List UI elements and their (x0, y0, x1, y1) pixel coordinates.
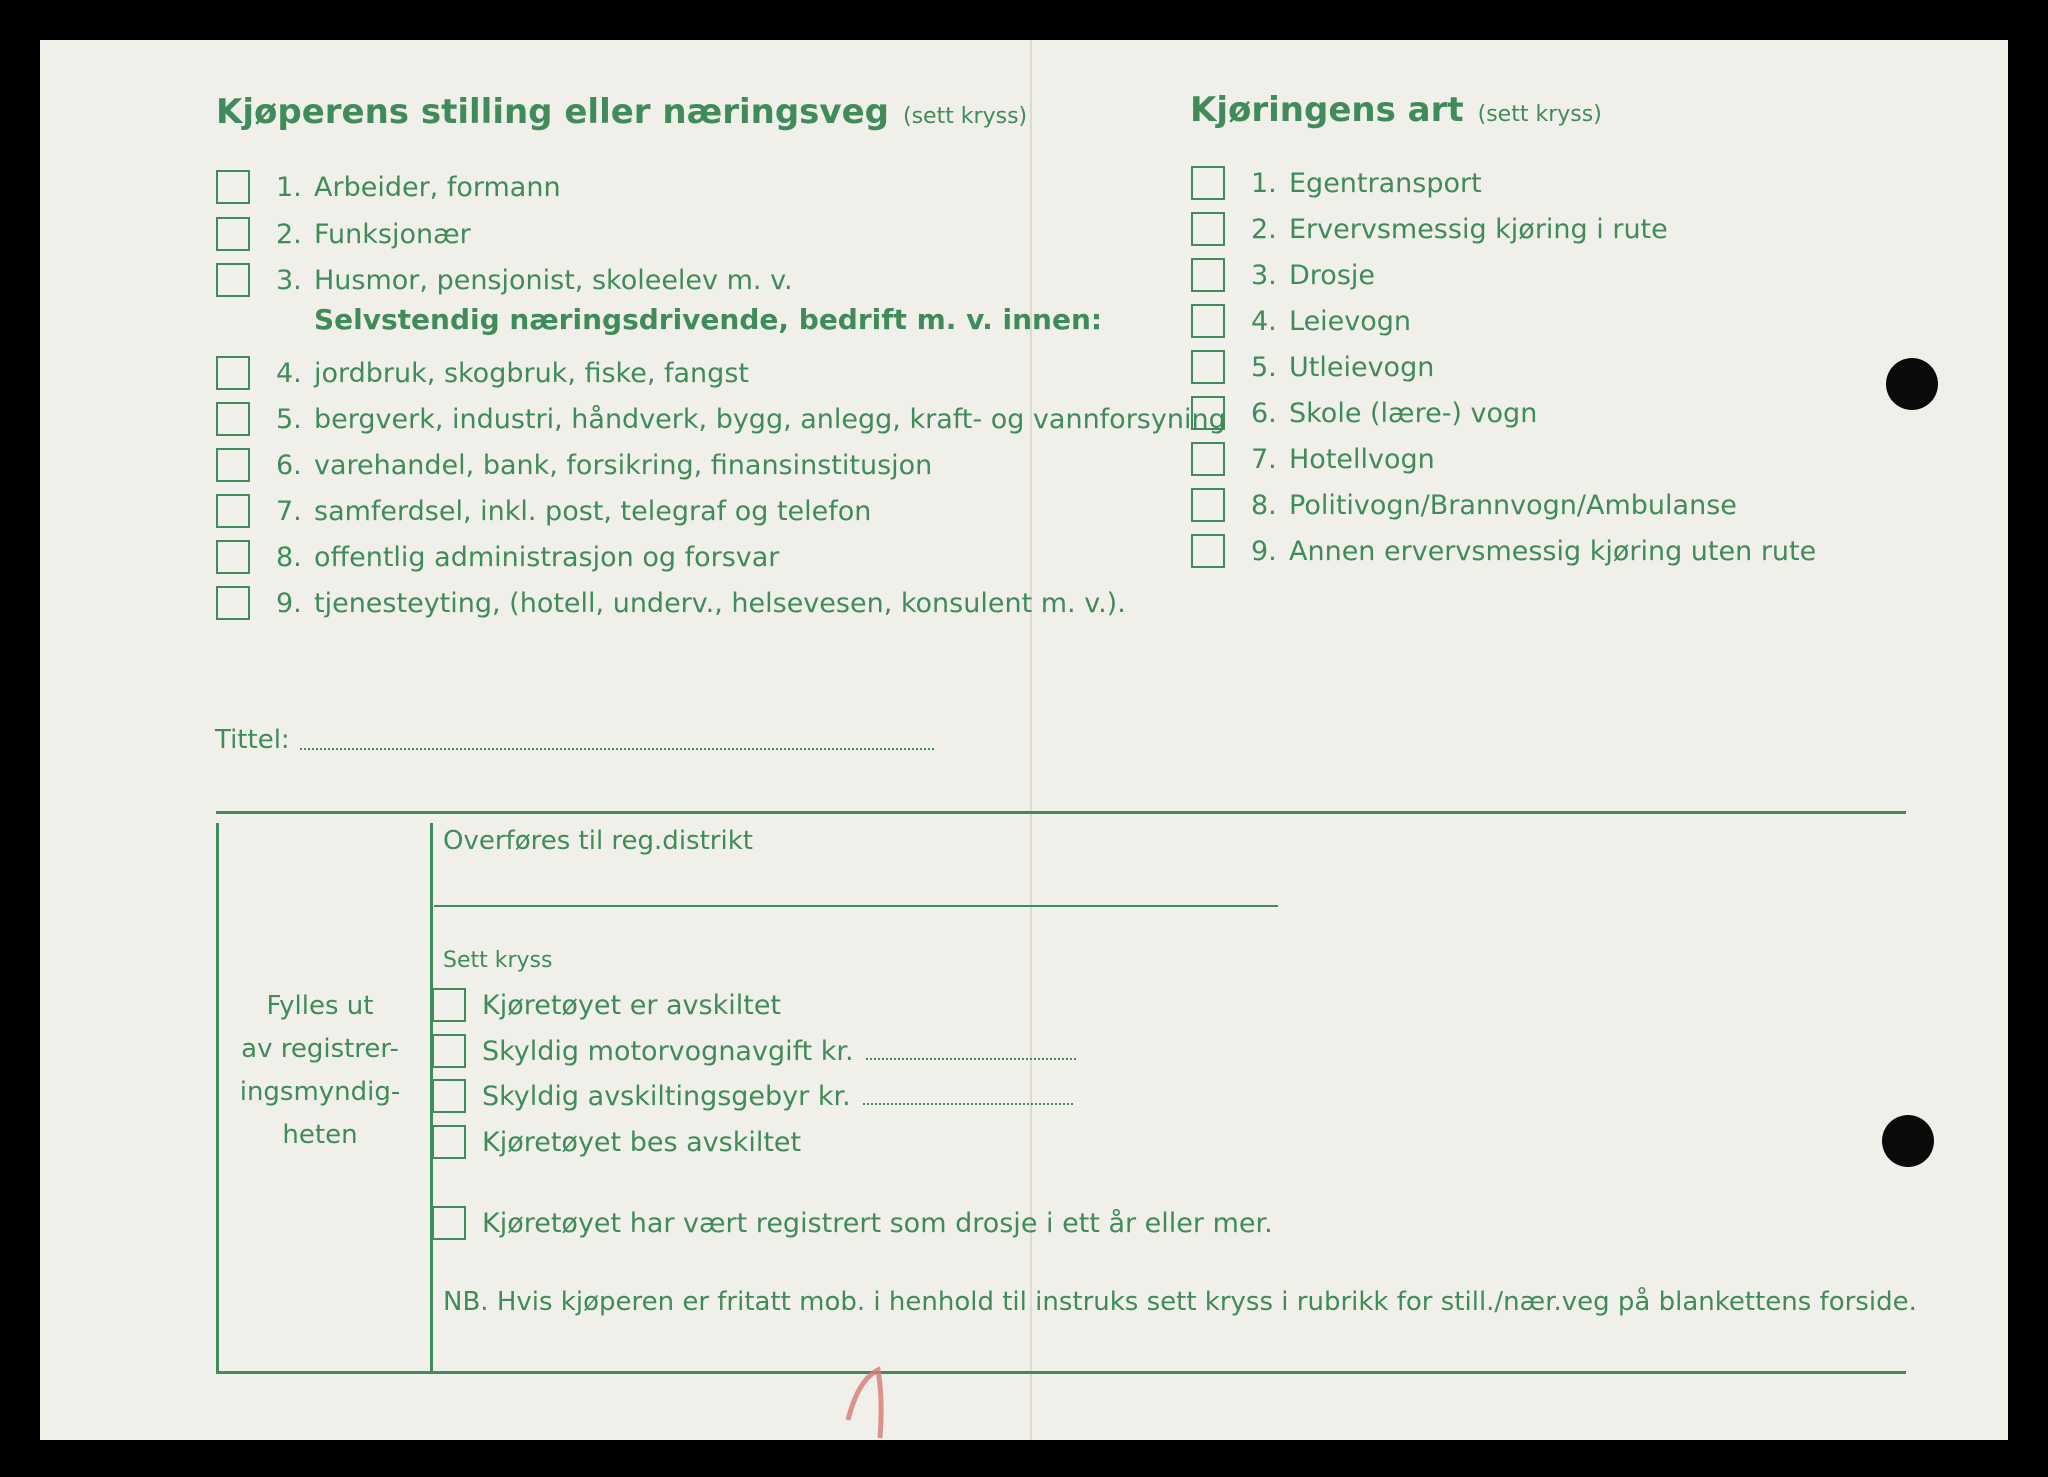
title-field-label: Tittel: (215, 725, 290, 755)
buyer-occupation-hint: (sett kryss) (902, 104, 1028, 129)
punch-hole (1882, 1115, 1934, 1167)
option-number: 4. (276, 357, 302, 389)
driving-checkbox[interactable] (1191, 258, 1225, 292)
driving-checkbox[interactable] (1191, 396, 1225, 430)
occupation-option[interactable] (216, 167, 561, 207)
driving-option[interactable] (1191, 255, 1375, 295)
transfer-district-label: Overføres til reg.distrikt (443, 826, 753, 856)
option-number: 2. (276, 218, 302, 250)
driving-option[interactable] (1191, 485, 1737, 525)
registry-authority-line: av registrer- (241, 1034, 399, 1064)
driving-option[interactable] (1191, 347, 1434, 387)
check-instruction: Sett kryss (443, 948, 553, 973)
driving-option[interactable] (1191, 163, 1482, 203)
option-number: 6. (276, 449, 302, 481)
plate-fee-amount-line[interactable] (863, 1103, 1073, 1105)
driving-checkbox[interactable] (1191, 350, 1225, 384)
registry-check-label: Skyldig avskiltingsgebyr kr. (482, 1080, 851, 1112)
registry-box-top-border (216, 811, 1906, 814)
driving-option[interactable] (1191, 301, 1411, 341)
transfer-district-line[interactable] (434, 905, 1278, 907)
occupation-option[interactable] (216, 353, 749, 393)
occupation-option[interactable] (216, 583, 1126, 623)
registry-checkbox[interactable] (432, 1079, 466, 1113)
option-label: tjenesteyting, (hotell, underv., helsevesen, konsulent m. v.). (314, 587, 1126, 619)
option-label: Ervervsmessig kjøring i rute (1289, 213, 1668, 245)
driving-option[interactable] (1191, 531, 1816, 571)
option-label: samferdsel, inkl. post, telegraf og telefon (314, 495, 872, 527)
buyer-occupation-heading (216, 92, 1027, 132)
driving-type-heading (1190, 90, 1602, 130)
registry-authority-line: ingsmyndig- (239, 1077, 401, 1107)
occupation-checkbox[interactable] (216, 356, 250, 390)
occupation-checkbox[interactable] (216, 586, 250, 620)
option-label: Annen ervervsmessig kjøring uten rute (1289, 535, 1817, 567)
option-label: Funksjonær (314, 218, 471, 250)
option-label: Skole (lære-) vogn (1289, 397, 1538, 429)
driving-checkbox[interactable] (1191, 442, 1225, 476)
option-label: offentlig administrasjon og forsvar (314, 541, 780, 573)
option-label: Hotellvogn (1289, 443, 1435, 475)
option-label: bergverk, industri, håndverk, bygg, anlegg, kraft- og vannforsyning (314, 403, 1226, 435)
registry-authority-line: Fylles ut (266, 991, 374, 1021)
option-number: 8. (276, 541, 302, 573)
option-number: 1. (276, 171, 302, 203)
occupation-checkbox[interactable] (216, 448, 250, 482)
occupation-checkbox[interactable] (216, 540, 250, 574)
occupation-option[interactable] (216, 399, 1226, 439)
registry-checkbox[interactable] (432, 1034, 466, 1068)
option-label: jordbruk, skogbruk, fiske, fangst (314, 357, 749, 389)
occupation-option[interactable] (216, 445, 932, 485)
option-label: Leievogn (1289, 305, 1412, 337)
registry-box-bottom-border (216, 1371, 1906, 1374)
registry-check-option[interactable] (432, 1076, 1073, 1116)
registry-checkbox[interactable] (432, 1125, 466, 1159)
occupation-option[interactable] (216, 537, 779, 577)
option-number: 1. (1251, 167, 1277, 199)
driving-checkbox[interactable] (1191, 534, 1225, 568)
driving-checkbox[interactable] (1191, 212, 1225, 246)
driving-option[interactable] (1191, 393, 1537, 433)
registry-check-label: Kjøretøyet er avskiltet (482, 989, 782, 1021)
occupation-checkbox[interactable] (216, 494, 250, 528)
red-pencil-mark (838, 1360, 898, 1440)
occupation-checkbox[interactable] (216, 217, 250, 251)
punch-hole (1886, 358, 1938, 410)
option-label: Egentransport (1289, 167, 1482, 199)
driving-checkbox[interactable] (1191, 488, 1225, 522)
self-employed-subheading: Selvstendig næringsdrivende, bedrift m. v. innen: (314, 303, 1103, 336)
exemption-note: NB. Hvis kjøperen er fritatt mob. i henhold til instruks sett kryss i rubrikk for still./nær.veg på blankettens forside. (443, 1287, 1917, 1317)
option-label: Drosje (1289, 259, 1375, 291)
buyer-occupation-title: Kjøperens stilling eller næringsveg (216, 92, 889, 132)
registry-check-label: Kjøretøyet bes avskiltet (482, 1126, 802, 1158)
option-number: 5. (1251, 351, 1277, 383)
option-label: Politivogn/Brannvogn/Ambulanse (1289, 489, 1737, 521)
registry-check-option[interactable] (432, 1031, 1076, 1071)
occupation-option[interactable] (216, 260, 793, 300)
option-label: Arbeider, formann (314, 171, 561, 203)
option-number: 3. (276, 264, 302, 296)
occupation-checkbox[interactable] (216, 402, 250, 436)
title-field-line[interactable] (300, 748, 934, 750)
driving-type-title: Kjøringens art (1190, 90, 1464, 130)
occupation-checkbox[interactable] (216, 170, 250, 204)
registry-authority-line: heten (282, 1120, 358, 1150)
registry-check-label: Skyldig motorvognavgift kr. (482, 1035, 854, 1067)
driving-option[interactable] (1191, 439, 1435, 479)
option-label: varehandel, bank, forsikring, finansinstitusjon (314, 449, 933, 481)
option-number: 9. (276, 587, 302, 619)
occupation-option[interactable] (216, 214, 471, 254)
option-number: 2. (1251, 213, 1277, 245)
option-number: 4. (1251, 305, 1277, 337)
option-number: 7. (276, 495, 302, 527)
driving-type-hint: (sett kryss) (1477, 102, 1602, 127)
registry-checkbox[interactable] (432, 988, 466, 1022)
option-number: 6. (1251, 397, 1277, 429)
driving-checkbox[interactable] (1191, 166, 1225, 200)
registry-checkbox[interactable] (432, 1206, 466, 1240)
option-number: 9. (1251, 535, 1277, 567)
occupation-checkbox[interactable] (216, 263, 250, 297)
option-label: Utleievogn (1289, 351, 1435, 383)
driving-checkbox[interactable] (1191, 304, 1225, 338)
registry-authority-label (200, 985, 440, 1157)
option-number: 5. (276, 403, 302, 435)
registry-check-label: Kjøretøyet har vært registrert som drosje i ett år eller mer. (482, 1207, 1273, 1239)
option-label: Husmor, pensjonist, skoleelev m. v. (314, 264, 793, 296)
registry-check-option[interactable] (432, 1203, 1273, 1243)
registry-check-option[interactable] (432, 985, 781, 1025)
registry-check-option[interactable] (432, 1122, 801, 1162)
option-number: 7. (1251, 443, 1277, 475)
option-number: 3. (1251, 259, 1277, 291)
option-number: 8. (1251, 489, 1277, 521)
driving-option[interactable] (1191, 209, 1668, 249)
occupation-option[interactable] (216, 491, 871, 531)
motor-tax-amount-line[interactable] (866, 1058, 1076, 1060)
